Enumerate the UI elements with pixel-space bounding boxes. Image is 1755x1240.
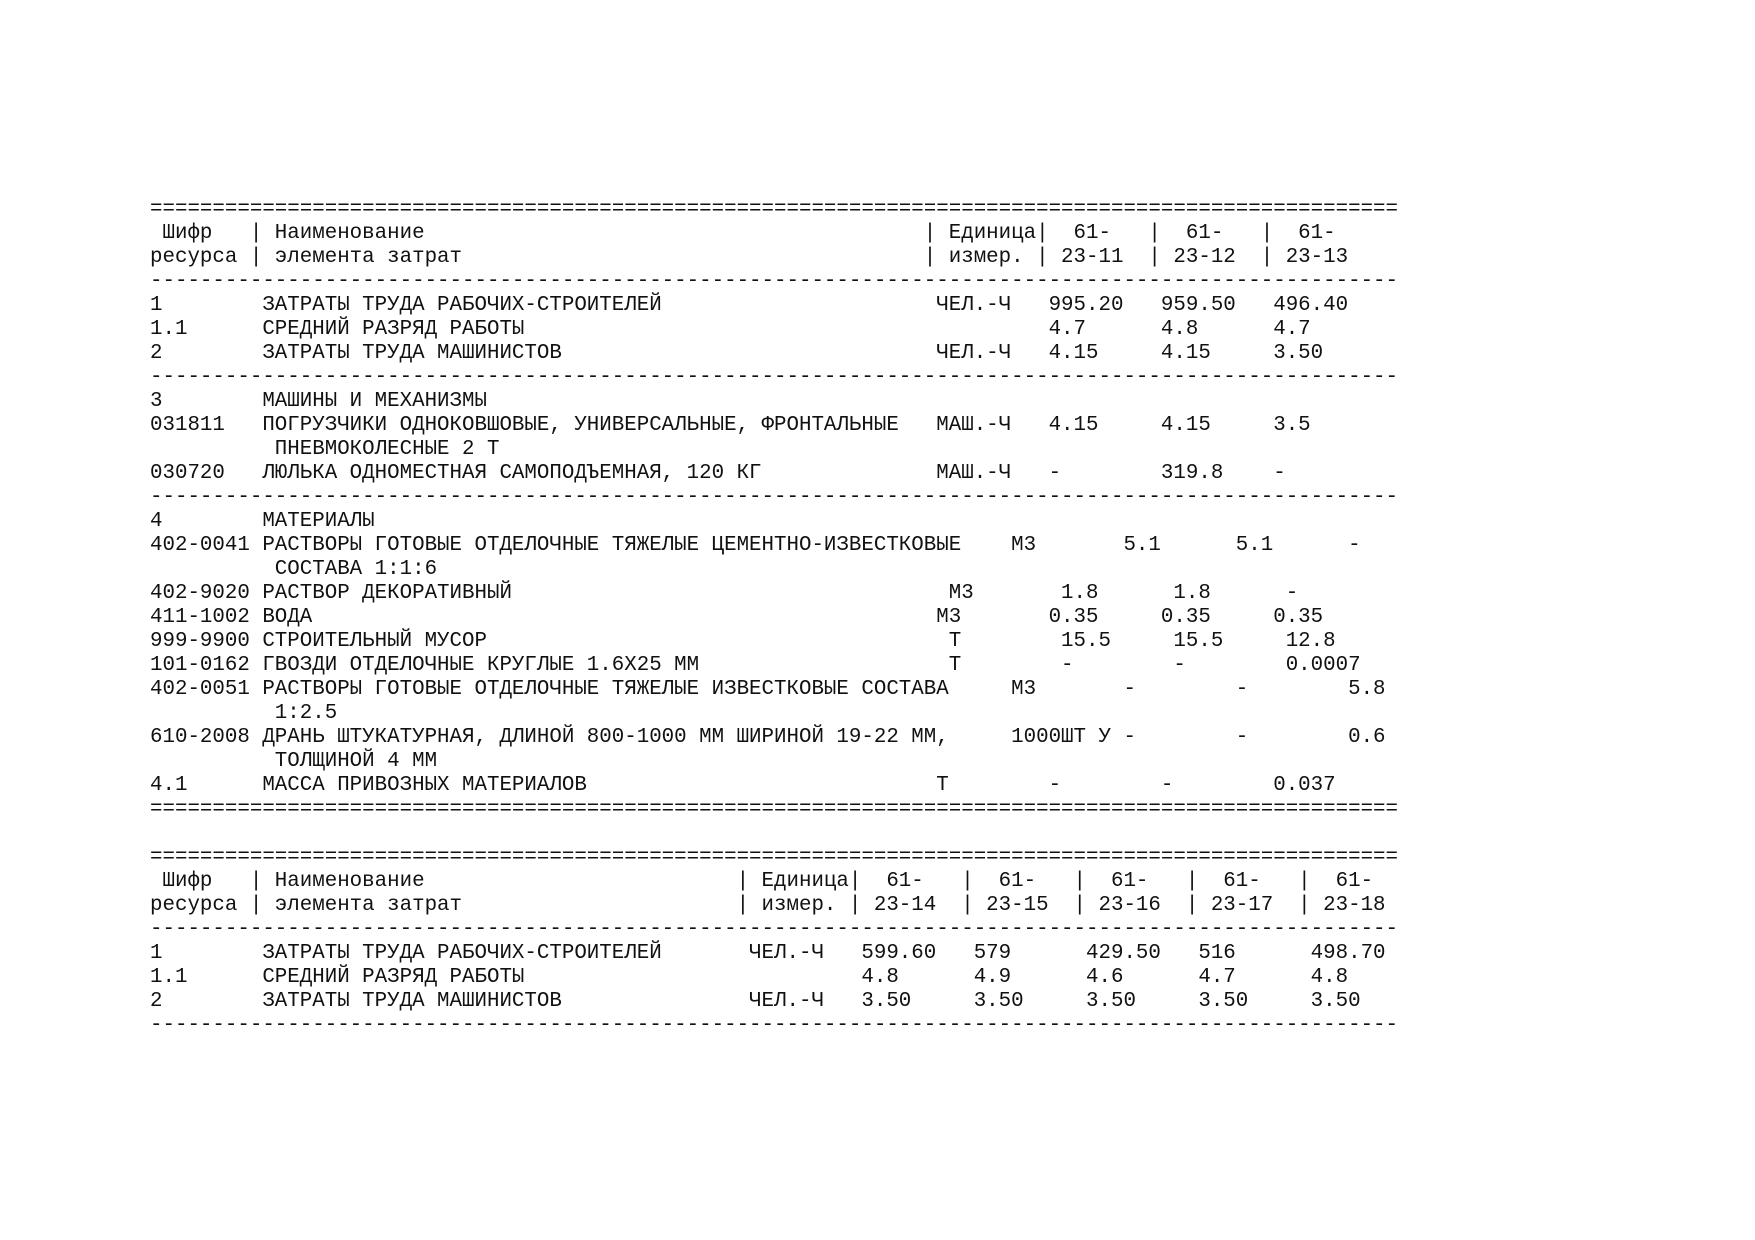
document-line: 1:2.5 <box>150 702 338 725</box>
document-line: 999-9900 СТРОИТЕЛЬНЫЙ МУСОР Т 15.5 15.5 12.8 <box>150 630 1336 653</box>
document-line: ---------------------------------------------------------------------------------------------------- <box>150 918 1399 941</box>
document-line: ---------------------------------------------------------------------------------------------------- <box>150 366 1399 389</box>
document-line: 4 МАТЕРИАЛЫ <box>150 510 375 533</box>
document-line: ==================================================================================================== <box>150 798 1399 821</box>
document-line: 402-9020 РАСТВОР ДЕКОРАТИВНЫЙ М3 1.8 1.8 - <box>150 582 1299 605</box>
document-line: ==================================================================================================== <box>150 198 1399 221</box>
document-line: ==================================================================================================== <box>150 846 1399 869</box>
document-line: СОСТАВА 1:1:6 <box>150 558 438 581</box>
document-line: 2 ЗАТРАТЫ ТРУДА МАШИНИСТОВ ЧЕЛ.-Ч 3.50 3.50 3.50 3.50 3.50 <box>150 990 1361 1013</box>
document-line: 2 ЗАТРАТЫ ТРУДА МАШИНИСТОВ ЧЕЛ.-Ч 4.15 4.15 3.50 <box>150 342 1324 365</box>
document-line: ---------------------------------------------------------------------------------------------------- <box>150 1014 1399 1037</box>
document-line: ПНЕВМОКОЛЕСНЫЕ 2 Т <box>150 438 500 461</box>
document-line: ресурса | элемента затрат | измер. | 23-14 | 23-15 | 23-16 | 23-17 | 23-18 <box>150 894 1386 917</box>
document-line: 1.1 СРЕДНИЙ РАЗРЯД РАБОТЫ 4.8 4.9 4.6 4.7 4.8 <box>150 966 1349 989</box>
document-line: 1.1 СРЕДНИЙ РАЗРЯД РАБОТЫ 4.7 4.8 4.7 <box>150 318 1311 341</box>
document-line: ресурса | элемента затрат | измер. | 23-11 | 23-12 | 23-13 <box>150 246 1349 269</box>
document-line: 1 ЗАТРАТЫ ТРУДА РАБОЧИХ-СТРОИТЕЛЕЙ ЧЕЛ.-Ч 599.60 579 429.50 516 498.70 <box>150 942 1386 965</box>
document-line: 610-2008 ДРАНЬ ШТУКАТУРНАЯ, ДЛИНОЙ 800-1000 ММ ШИРИНОЙ 19-22 ММ, 1000ШТ У - - 0.6 <box>150 726 1386 749</box>
document-line: 101-0162 ГВОЗДИ ОТДЕЛОЧНЫЕ КРУГЛЫЕ 1.6Х25 ММ Т - - 0.0007 <box>150 654 1361 677</box>
document-line: 4.1 МАССА ПРИВОЗНЫХ МАТЕРИАЛОВ Т - - 0.037 <box>150 774 1336 797</box>
document-line: 1 ЗАТРАТЫ ТРУДА РАБОЧИХ-СТРОИТЕЛЕЙ ЧЕЛ.-Ч 995.20 959.50 496.40 <box>150 294 1349 317</box>
document-line: 411-1002 ВОДА М3 0.35 0.35 0.35 <box>150 606 1324 629</box>
document-line: ---------------------------------------------------------------------------------------------------- <box>150 486 1399 509</box>
document-line: ТОЛЩИНОЙ 4 ММ <box>150 750 438 773</box>
document-line: 3 МАШИНЫ И МЕХАНИЗМЫ <box>150 390 487 413</box>
document-line: ---------------------------------------------------------------------------------------------------- <box>150 270 1399 293</box>
document-line: 402-0041 РАСТВОРЫ ГОТОВЫЕ ОТДЕЛОЧНЫЕ ТЯЖЕЛЫЕ ЦЕМЕНТНО-ИЗВЕСТКОВЫЕ М3 5.1 5.1 - <box>150 534 1361 557</box>
document-line: Шифр | Наименование | Единица| 61- | 61- | 61- | 61- | 61- <box>150 870 1374 893</box>
document-line: Шифр | Наименование | Единица| 61- | 61- | 61- <box>150 222 1336 245</box>
document-line: 031811 ПОГРУЗЧИКИ ОДНОКОВШОВЫЕ, УНИВЕРСАЛЬНЫЕ, ФРОНТАЛЬНЫЕ МАШ.-Ч 4.15 4.15 3.5 <box>150 414 1311 437</box>
document-line: 402-0051 РАСТВОРЫ ГОТОВЫЕ ОТДЕЛОЧНЫЕ ТЯЖЕЛЫЕ ИЗВЕСТКОВЫЕ СОСТАВА М3 - - 5.8 <box>150 678 1386 701</box>
document-line: 030720 ЛЮЛЬКА ОДНОМЕСТНАЯ САМОПОДЪЕМНАЯ, 120 КГ МАШ.-Ч - 319.8 - <box>150 462 1286 485</box>
